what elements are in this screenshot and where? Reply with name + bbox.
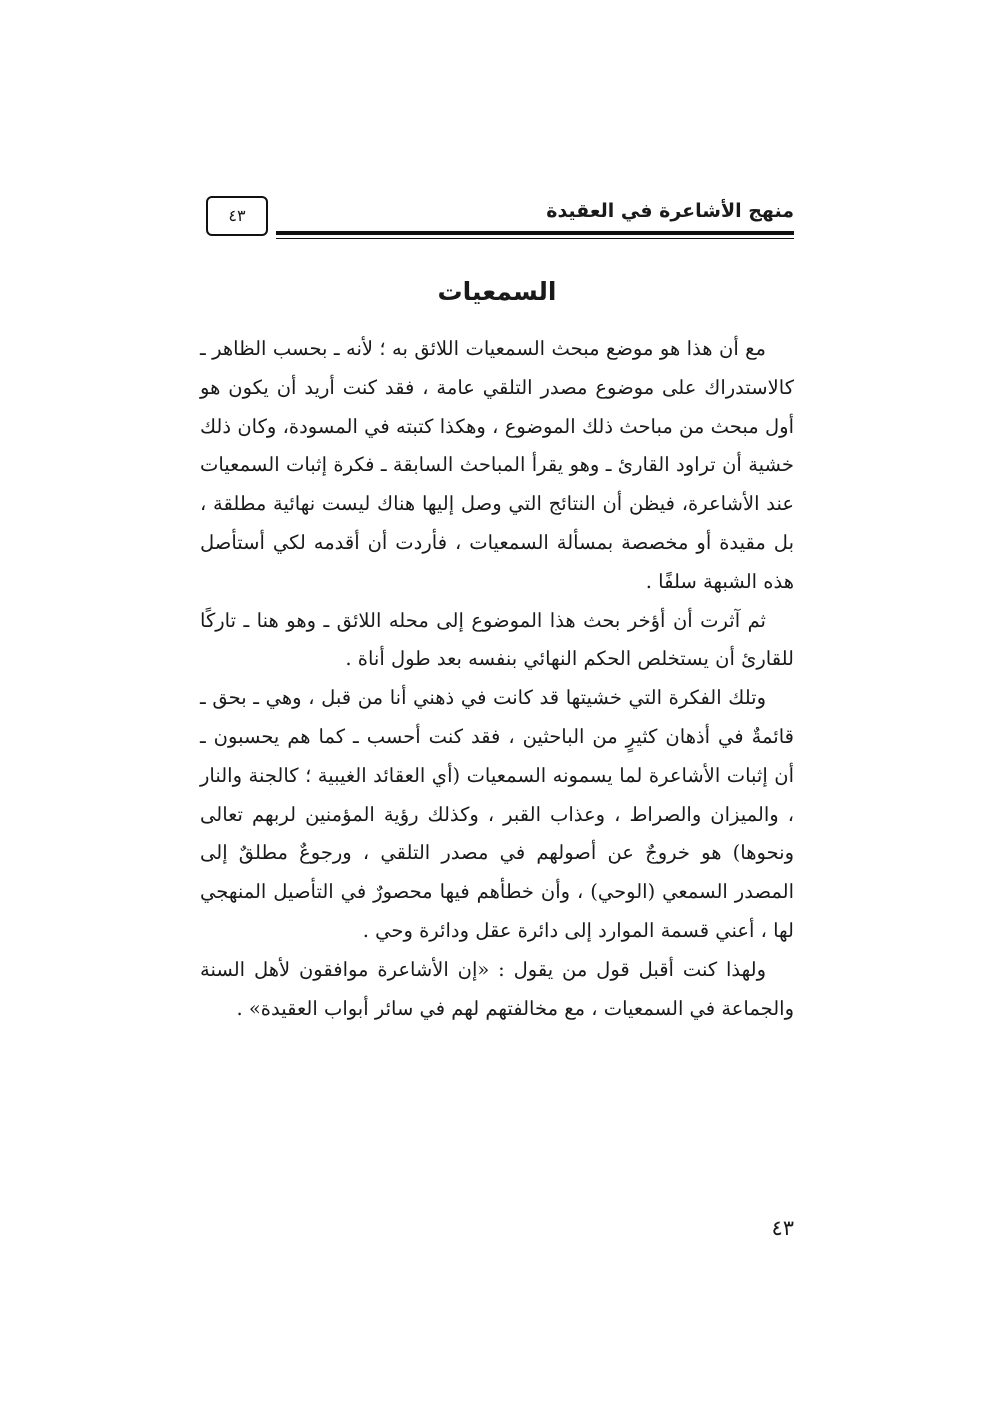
running-title: منهج الأشاعرة في العقيدة (546, 200, 794, 222)
header-rule-thick (276, 231, 794, 235)
page-header (200, 196, 794, 242)
paragraph: وتلك الفكرة التي خشيتها قد كانت في ذهني أنا من قبل ، وهي ـ بحق ـ قائمةٌ في أذهان كثيرٍ من الباحثين ، فقد كنت أحسب ـ كما هم يحسبون ـ أن إثبات الأشاعرة لما يسمونه السمعيات (أي العقائد الغيبية ؛ كالجنة والنار ، والميزان والصراط ، وعذاب القبر ، وكذلك رؤية المؤمنين لربهم تعالى ونحوها) هو خروجٌ عن أصولهم في مصدر التلقي ، ورجوعٌ مطلقٌ إلى المصدر السمعي (الوحي) ، وأن خطأهم فيها محصورٌ في التأصيل المنهجي لها ، أعني قسمة الموارد إلى دائرة عقل ودائرة وحي . (200, 686, 794, 942)
paragraph: ولهذا كنت أقبل قول من يقول : «إن الأشاعرة موافقون لأهل السنة والجماعة في السمعيات ، مع مخالفتهم لهم في سائر أبواب العقيدة» . (200, 957, 794, 1020)
section-title: السمعيات (437, 277, 557, 306)
paragraph: ثم آثرت أن أؤخر بحث هذا الموضوع إلى محله اللائق ـ وهو هنا ـ تاركًا للقارئ أن يستخلص الحكم النهائي بنفسه بعد طول أناة . (200, 608, 794, 671)
header-rule-thin (276, 238, 794, 239)
footer-page-number: ٤٣ (771, 1216, 794, 1240)
body-text (200, 330, 794, 1028)
header-page-number: ٤٣ (206, 196, 268, 236)
paragraph: مع أن هذا هو موضع مبحث السمعيات اللائق به ؛ لأنه ـ بحسب الظاهر ـ كالاستدراك على موضوع مصدر التلقي عامة ، فقد كنت أريد أن يكون هو أول مبحث من مباحث ذلك الموضوع ، وهكذا كتبته في المسودة، وكان ذلك خشية أن تراود القارئ ـ وهو يقرأ المباحث السابقة ـ فكرة إثبات السمعيات عند الأشاعرة، فيظن أن النتائج التي وصل إليها هناك ليست نهائية مطلقة ، بل مقيدة أو مخصصة بمسألة السمعيات ، فأردت أن أقدمه لكي أستأصل هذه الشبهة سلفًا . (200, 337, 794, 593)
